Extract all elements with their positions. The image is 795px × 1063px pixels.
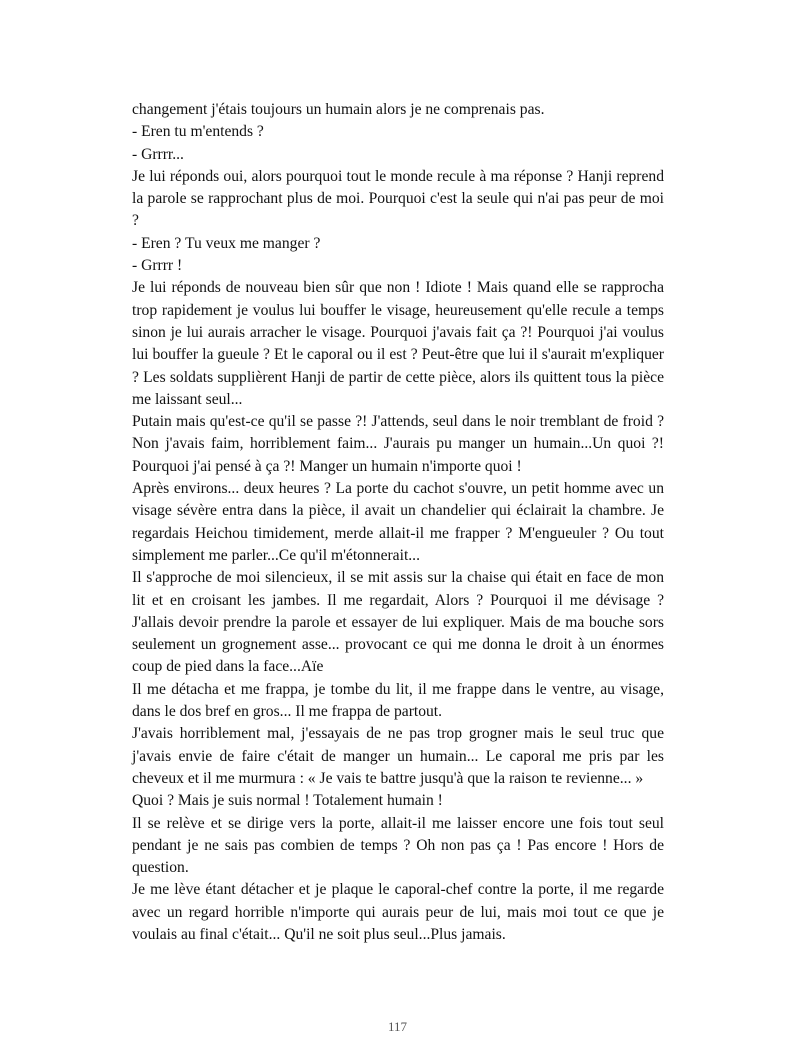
paragraph-4: Je lui réponds oui, alors pourquoi tout le monde recule à ma réponse ? Hanji reprend la parole se rapprochant plus de moi. Pourquoi c'est la seule qui n'ai pas peur de moi ? bbox=[132, 167, 664, 230]
paragraph-2: - Eren tu m'entends ? bbox=[132, 123, 264, 141]
paragraph-6: - Grrrr ! bbox=[132, 257, 183, 275]
paragraph-9: Après environs... deux heures ? La porte du cachot s'ouvre, un petit homme avec un visage sévère entra dans la pièce, il avait un chandelier qui éclairait la chambre. Je regardais Heichou timidement, merde allait-il me frapper ? M'engueuler ? Ou tout simplement me parler...Ce qu'il m'étonnerait... bbox=[132, 480, 664, 564]
paragraph-13: Quoi ? Mais je suis normal ! Totalement humain ! bbox=[132, 792, 443, 810]
page-body-text bbox=[132, 99, 664, 946]
paragraph-15: Je me lève étant détacher et je plaque le caporal-chef contre la porte, il me regarde avec un regard horrible n'importe qui aurais peur de lui, mais moi tout ce que je voulais au final c'était... Qu'il ne soit plus seul...Plus jamais. bbox=[132, 881, 664, 943]
paragraph-12: J'avais horriblement mal, j'essayais de ne pas trop grogner mais le seul truc que j'avais envie de faire c'était de manger un humain... Le caporal me pris par les cheveux et il me murmura : « Je vais te battre jusqu'à que la raison te revienne... » bbox=[132, 725, 664, 787]
paragraph-1: changement j'étais toujours un humain alors je ne comprenais pas. bbox=[132, 101, 545, 118]
page-number: 117 bbox=[387, 1019, 408, 1034]
paragraph-11: Il me détacha et me frappa, je tombe du lit, il me frappe dans le ventre, au visage, dans le dos bref en gros... Il me frappa de partout. bbox=[132, 680, 664, 721]
paragraph-10: Il s'approche de moi silencieux, il se mit assis sur la chaise qui était en face de mon lit et en croisant les jambes. Il me regardait, Alors ? Pourquoi il me dévisage ? J'allais devoir prendre la parole et essayer de lui expliquer. Mais de ma bouche sors seulement un grognement asse... provocant ce qui me donna le droit à un énormes coup de pied dans la face...Aïe bbox=[132, 569, 664, 676]
paragraph-5: - Eren ? Tu veux me manger ? bbox=[132, 234, 321, 252]
paragraph-7: Je lui réponds de nouveau bien sûr que non ! Idiote ! Mais quand elle se rapprocha trop rapidement je voulus lui bouffer le visage, heureusement qu'elle recule a temps sinon je lui aurais arracher le visage. Pourquoi j'avais fait ça ?! Pourquoi j'ai voulus lui bouffer la gueule ? Et le caporal ou il est ? Peut-être que lui il s'aurait m'expliquer ? Les soldats supplièrent Hanji de partir de cette pièce, alors ils quittent tous la pièce me laissant seul... bbox=[132, 279, 664, 408]
paragraph-3: - Grrrr... bbox=[132, 145, 184, 163]
paragraph-8: Putain mais qu'est-ce qu'il se passe ?! J'attends, seul dans le noir tremblant de froid ? Non j'avais faim, horriblement faim... J'aurais pu manger un humain...Un quoi ?! Pourquoi j'ai pensé à ça ?! Manger un humain n'importe quoi ! bbox=[132, 413, 664, 475]
paragraph-14: Il se relève et se dirige vers la porte, allait-il me laisser encore une fois tout seul pendant je ne sais pas combien de temps ? Oh non pas ça ! Pas encore ! Hors de question. bbox=[132, 814, 664, 877]
